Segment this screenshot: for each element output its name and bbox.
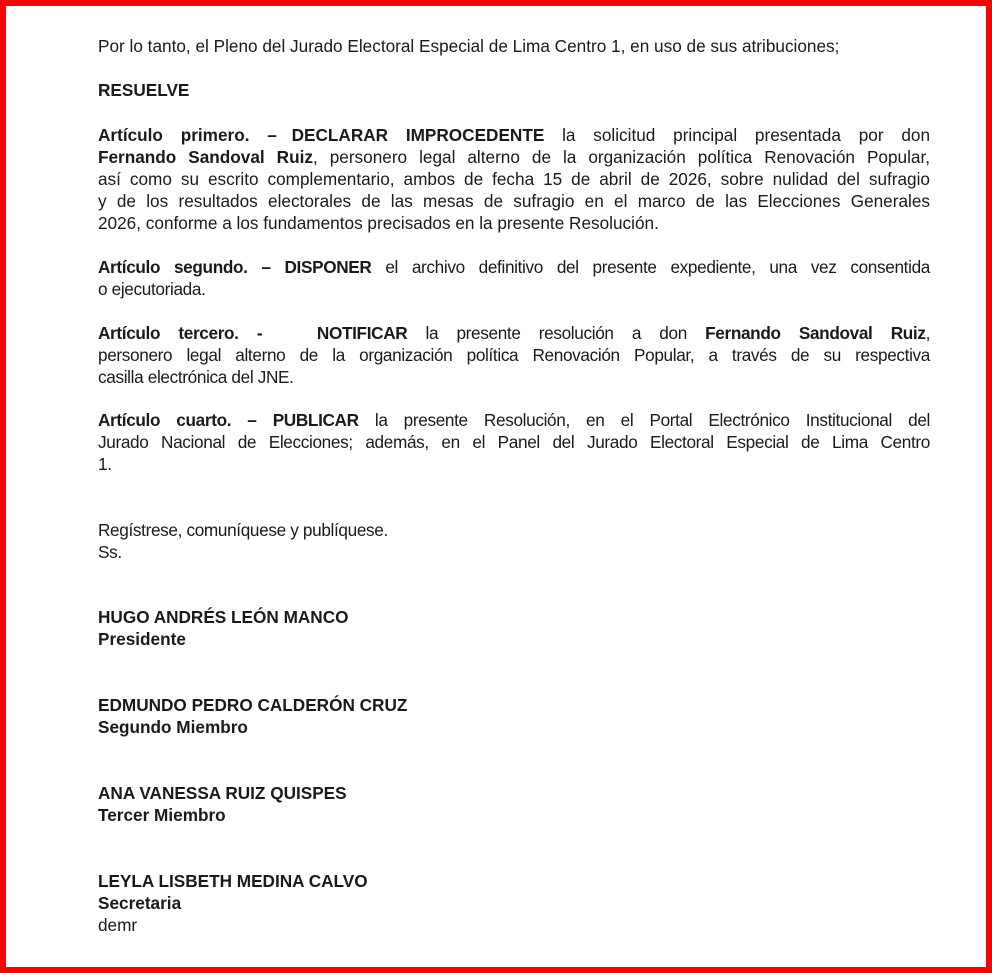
article-fourth-action: PUBLICAR	[272, 410, 359, 430]
article-first	[98, 124, 930, 234]
article-fourth-label: Artículo cuarto. –	[98, 410, 257, 430]
article-fourth-line-3: 1.	[98, 454, 112, 474]
article-first-line-3: así como su escrito complementario, ambos de fecha 15 de abril de 2026, sobre nulidad del sufragio	[98, 169, 930, 189]
article-second-line-1: Artículo segundo. – DISPONER el archivo definitivo del presente expediente, una vez consentida	[98, 257, 930, 277]
article-first-line-4: y de los resultados electorales de las mesas de sufragio en el marco de las Elecciones Generales	[98, 191, 930, 211]
closing-block	[98, 519, 930, 563]
article-second-label: Artículo segundo. –	[98, 257, 271, 277]
article-first-line-5: 2026, conforme a los fundamentos precisados en la presente Resolución.	[98, 213, 659, 233]
drafter-initials: demr	[98, 915, 138, 935]
article-first-line-1: Artículo primero. – DECLARAR IMPROCEDENTE la solicitud principal presentada por don	[98, 125, 931, 145]
closing-ss: Ss.	[98, 542, 122, 562]
article-second-line-2: o ejecutoriada.	[98, 279, 206, 299]
article-second-action: DISPONER	[284, 257, 372, 277]
signatory-name: LEYLA LISBETH MEDINA CALVO	[98, 871, 368, 891]
article-fourth-line-1: Artículo cuarto. – PUBLICAR la presente Resolución, en el Portal Electrónico Institucional del	[98, 410, 930, 430]
article-third	[98, 322, 930, 388]
signatory-third-member	[98, 782, 930, 826]
signatory-role: Presidente	[98, 629, 186, 649]
article-third-line-2: personero legal alterno de la organización política Renovación Popular, a través de su respectiva	[98, 345, 930, 365]
signatory-name: ANA VANESSA RUIZ QUISPES	[98, 783, 347, 803]
article-third-line-1: Artículo tercero. - NOTIFICAR la presente resolución a don Fernando Sandoval Ruiz,	[98, 323, 931, 343]
petitioner-name: Fernando Sandoval Ruiz	[705, 323, 926, 343]
article-fourth	[98, 409, 930, 475]
closing-formula: Regístrese, comuníquese y publíquese.	[98, 520, 388, 540]
article-fourth-line-2: Jurado Nacional de Elecciones; además, en el Panel del Jurado Electoral Especial de Lima Centro	[98, 432, 930, 452]
article-first-line-2: Fernando Sandoval Ruiz, personero legal alterno de la organización política Renovación Popular,	[98, 147, 931, 167]
signatory-role: Secretaria	[98, 893, 182, 913]
article-third-line-3: casilla electrónica del JNE.	[98, 367, 294, 387]
signatory-role: Segundo Miembro	[98, 717, 248, 737]
signatory-role: Tercer Miembro	[98, 805, 226, 825]
signatory-secretary	[98, 870, 930, 936]
intro-paragraph: Por lo tanto, el Pleno del Jurado Electoral Especial de Lima Centro 1, en uso de sus atribuciones;	[98, 36, 840, 56]
signatory-name: EDMUNDO PEDRO CALDERÓN CRUZ	[98, 695, 408, 715]
signatory-president	[98, 606, 930, 650]
article-third-action: NOTIFICAR	[316, 323, 408, 343]
signatory-name: HUGO ANDRÉS LEÓN MANCO	[98, 607, 349, 627]
article-third-label: Artículo tercero. -	[98, 323, 263, 343]
petitioner-name: Fernando Sandoval Ruiz	[98, 147, 313, 167]
article-first-action: DECLARAR IMPROCEDENTE	[291, 125, 545, 145]
article-first-label: Artículo primero. –	[98, 125, 277, 145]
article-second	[98, 256, 930, 300]
signatory-second-member	[98, 694, 930, 738]
resuelve-heading: RESUELVE	[98, 80, 190, 100]
